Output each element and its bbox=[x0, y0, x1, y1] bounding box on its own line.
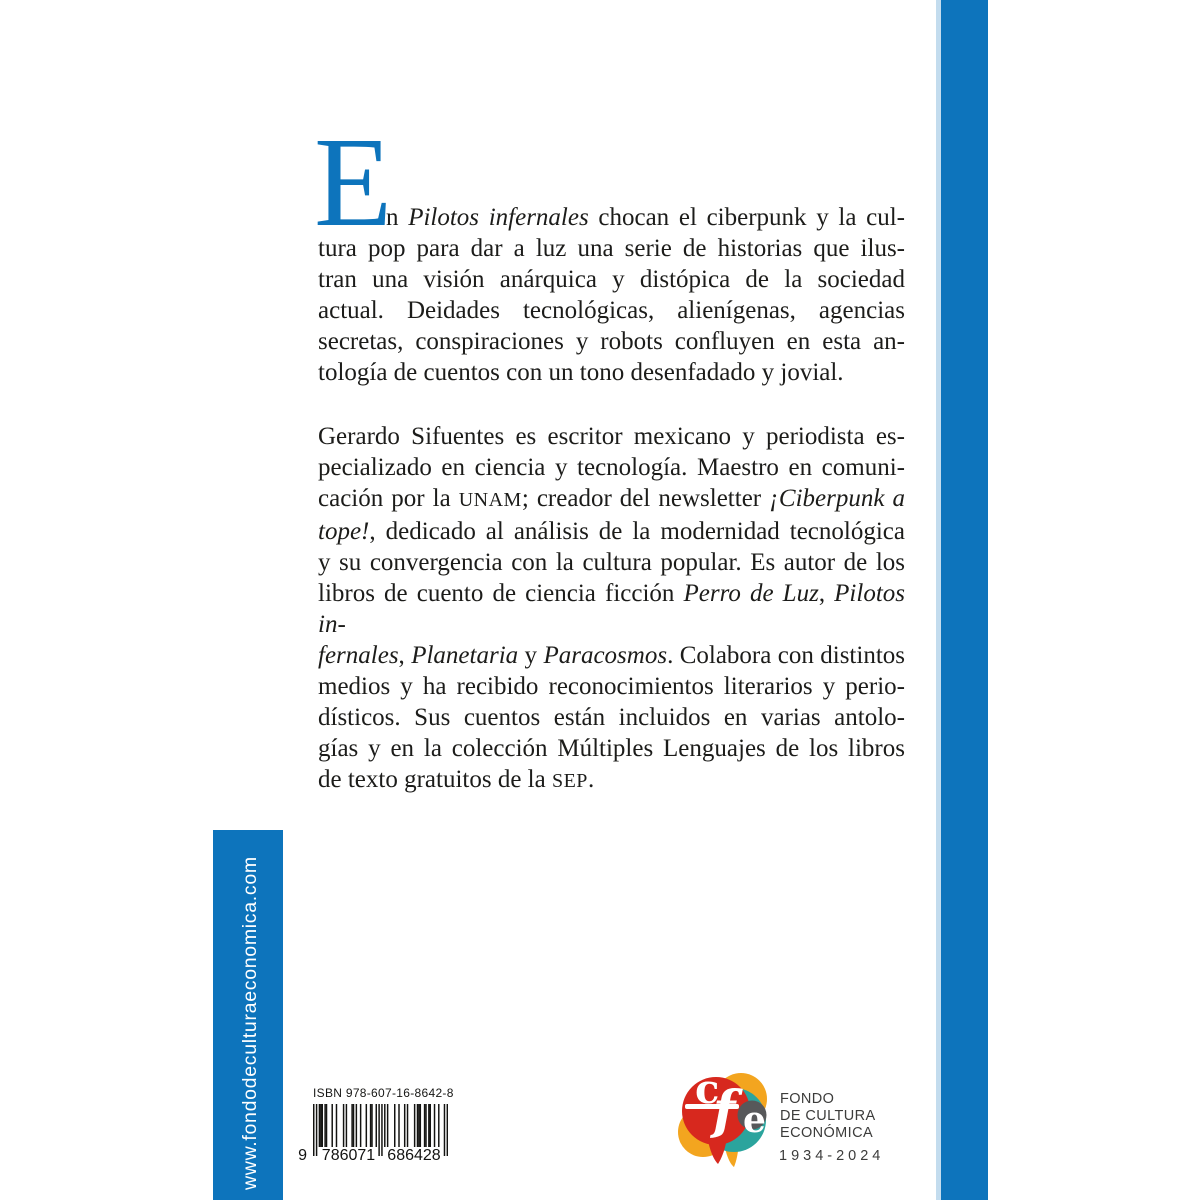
author-bio-paragraph bbox=[318, 421, 905, 797]
publisher-name-line: DE CULTURA bbox=[780, 1108, 876, 1124]
anniversary-years: 1934-2024 bbox=[779, 1148, 885, 1164]
logo-monogram-f: f bbox=[713, 1080, 736, 1141]
publisher-website-vertical-text: www.fondodeculturaeconomica.com bbox=[239, 856, 261, 1190]
barcode-digits-left: 786071 bbox=[321, 1147, 376, 1164]
isbn-label: ISBN 978-607-16-8642-8 bbox=[313, 1086, 454, 1100]
text-line: pecializado en ciencia y tecnología. Maestro en comuni- bbox=[318, 454, 905, 481]
text-line: de texto gratuitos de la SEP. bbox=[318, 766, 595, 793]
fce-logo-icon bbox=[675, 1068, 775, 1168]
barcode-lead-digit: 9 bbox=[298, 1147, 307, 1164]
logo-monogram-e: e bbox=[743, 1099, 766, 1141]
text-line: libros de cuento de ciencia ficción Perro de Luz, Pilotos in- bbox=[318, 580, 905, 638]
text-line: actual. Deidades tecnológicas, alienígenas, agencias bbox=[318, 297, 905, 324]
text-line: Gerardo Sifuentes es escritor mexicano y periodista es- bbox=[318, 423, 905, 450]
text-line: y su convergencia con la cultura popular. Es autor de los bbox=[318, 549, 905, 576]
text-line: medios y ha recibido reconocimientos literarios y perio- bbox=[318, 673, 905, 700]
text-line: secretas, conspiraciones y robots confluyen en esta an- bbox=[318, 328, 905, 355]
text-line: fernales, Planetaria y Paracosmos. Colabora con distintos bbox=[318, 642, 905, 669]
logo-monogram-c: c bbox=[695, 1068, 720, 1113]
drop-cap-initial: E bbox=[314, 111, 393, 253]
synopsis-paragraph bbox=[318, 202, 905, 388]
barcode-digits-right: 686428 bbox=[387, 1147, 441, 1164]
text-line: gías y en la colección Múltiples Lenguajes de los libros bbox=[318, 735, 905, 762]
text-line: tope!, dedicado al análisis de la modernidad tecnológica bbox=[318, 518, 905, 545]
publisher-name-line: ECONÓMICA bbox=[780, 1125, 874, 1141]
right-accent-stripe bbox=[941, 0, 988, 1200]
text-line: tura pop para dar a luz una serie de historias que ilus- bbox=[318, 235, 905, 262]
text-line: tología de cuentos con un tono desenfadado y jovial. bbox=[318, 359, 844, 386]
text-line: n Pilotos infernales chocan el ciberpunk y la cul- bbox=[386, 204, 906, 231]
text-line: cación por la UNAM; creador del newsletter ¡Ciberpunk a bbox=[318, 485, 905, 512]
publisher-name bbox=[780, 1091, 876, 1142]
text-line: tran una visión anárquica y distópica de la sociedad bbox=[318, 266, 905, 293]
publisher-name-line: FONDO bbox=[780, 1091, 835, 1107]
text-line: dísticos. Sus cuentos están incluidos en varias antolo- bbox=[318, 704, 905, 731]
